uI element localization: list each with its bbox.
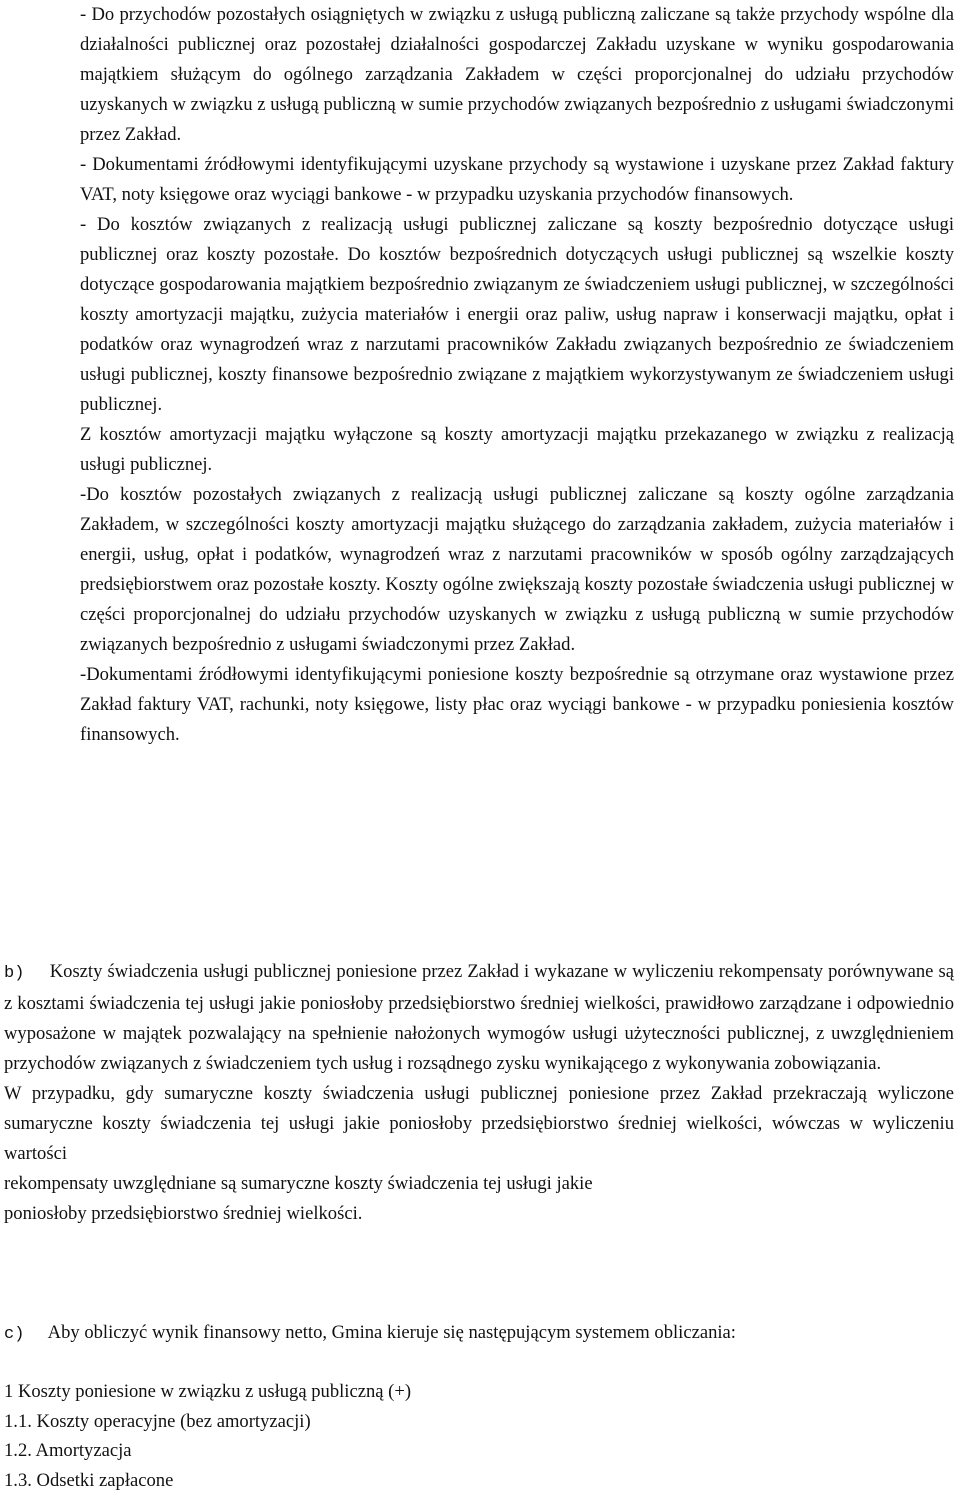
paragraph-amortization-exclusion: Z kosztów amortyzacji majątku wyłączone są koszty amortyzacji majątku przekazanego w związku z realizacją usługi publicznej. — [80, 424, 954, 475]
section-b-text: Koszty świadczenia usługi publicznej poniesione przez Zakład i wykazane w wyliczeniu rekompensaty porównywane są z kosztami świadczenia tej usługi jakie poniosłoby przedsiębiorstwo średniej wielkości, prawidłowo zarządzane i odpowiednio wyposażone w majątek pozwalający na spełnienie nałożonych wymogów usługi użyteczności publicznej, z uwzględnieniem przychodów związanych z świadczeniem tych usług i rozsądnego zysku wynikającego z wykonywania zobowiązania. — [4, 961, 954, 1074]
section-b — [4, 957, 954, 1229]
section-c-text: Aby obliczyć wynik finansowy netto, Gmina kieruje się następującym systemem obliczania: — [47, 1322, 736, 1343]
list-item: 1.3. Odsetki zapłacone — [4, 1469, 174, 1491]
paragraph-revenue-other: - Do przychodów pozostałych osiągniętych w związku z usługą publiczną zaliczane są także przychody wspólne dla działalności publicznej oraz pozostałej działalności gospodarczej Zakładu uzyskane w wyniku gospodarowania majątkiem służącym do ogólnego zarządzania Zakładem w części proporcjonalnej do udziału przychodów uzyskanych w związku z usługą publiczną w sumie przychodów związanych bezpośrednio z usługami świadczonymi przez Zakład. — [80, 4, 954, 145]
cost-list — [4, 1377, 954, 1495]
paragraph-cost-documents: -Dokumentami źródłowymi identyfikującymi poniesione koszty bezpośrednie są otrzymane oraz wystawione przez Zakład faktury VAT, rachunki, noty księgowe, listy płac oraz wyciągi bankowe - w przypadku poniesienia kosztów finansowych. — [80, 664, 954, 745]
section-b-label: b) — [4, 964, 25, 983]
paragraph-c-main — [4, 1318, 954, 1350]
paragraph-other-costs: -Do kosztów pozostałych związanych z realizacją usługi publicznej zaliczane są koszty ogólne zarządzania Zakładem, w szczególności koszty amortyzacji majątku służącego do zarządzania zakładem, zużycia materiałów i energii, usług, opłat i podatków, wynagrodzeń wraz z narzutami pracowników w sposób ogólny zarządzających predsiębiorstwem oraz pozostałe koszty. Koszty ogólne zwiększają koszty pozostałe świadczenia usługi publicznej w części proporcjonalnej do udziału przychodów uzyskanych w związku z usługą publiczną w sumie przychodów związanych bezpośrednio z usługami świadczonymi przez Zakład. — [80, 484, 954, 655]
list-item: 1.1. Koszty operacyjne (bez amortyzacji) — [4, 1410, 311, 1432]
paragraph-direct-costs: - Do kosztów związanych z realizacją usługi publicznej zaliczane są koszty bezpośrednio dotyczące usługi publicznej oraz koszty pozostałe. Do kosztów bezpośrednich dotyczących usługi publicznej są wszelkie koszty dotyczące gospodarowania majątkiem bezpośrednio związanym ze świadczeniem usługi publicznej, w szczególności koszty amortyzacji majątku, zużycia materiałów i energii oraz paliw, usług napraw i konserwacji majątku, opłat i podatków oraz wynagrodzeń wraz z narzutami pracowników Zakładu związanych bezpośrednio ze świadczeniem usługi publicznej, koszty finansowe bezpośrednio związane z majątkiem wykorzystywanym ze świadczeniem usługi publicznej. — [80, 214, 954, 415]
section-c — [4, 1318, 954, 1350]
section-a — [80, 0, 954, 750]
paragraph-b-second-line3: poniosłoby przedsiębiorstwo średniej wielkości. — [4, 1203, 363, 1224]
paragraph-b-main — [4, 957, 954, 1079]
list-item: 1 Koszty poniesione w związku z usługą publiczną (+) — [4, 1381, 412, 1402]
list-item: 1.2. Amortyzacja — [4, 1440, 132, 1461]
paragraph-revenue-documents: - Dokumentami źródłowymi identyfikującymi uzyskane przychody są wystawione i uzyskane przez Zakład faktury VAT, noty księgowe oraz wyciągi bankowe - w przypadku uzyskania przychodów finansowych. — [80, 154, 954, 205]
paragraph-b-second-line2: rekompensaty uwzględniane są sumaryczne koszty świadczenia tej usługi jakie — [4, 1173, 593, 1194]
paragraph-b-second: W przypadku, gdy sumaryczne koszty świadczenia usługi publicznej poniesione przez Zakład przekraczają wyliczone sumaryczne koszty świadczenia tej usługi jakie poniosłoby przedsiębiorstwo średniej wielkości, wówczas w wyliczeniu wartości — [4, 1083, 954, 1164]
section-c-label: c) — [4, 1325, 25, 1344]
